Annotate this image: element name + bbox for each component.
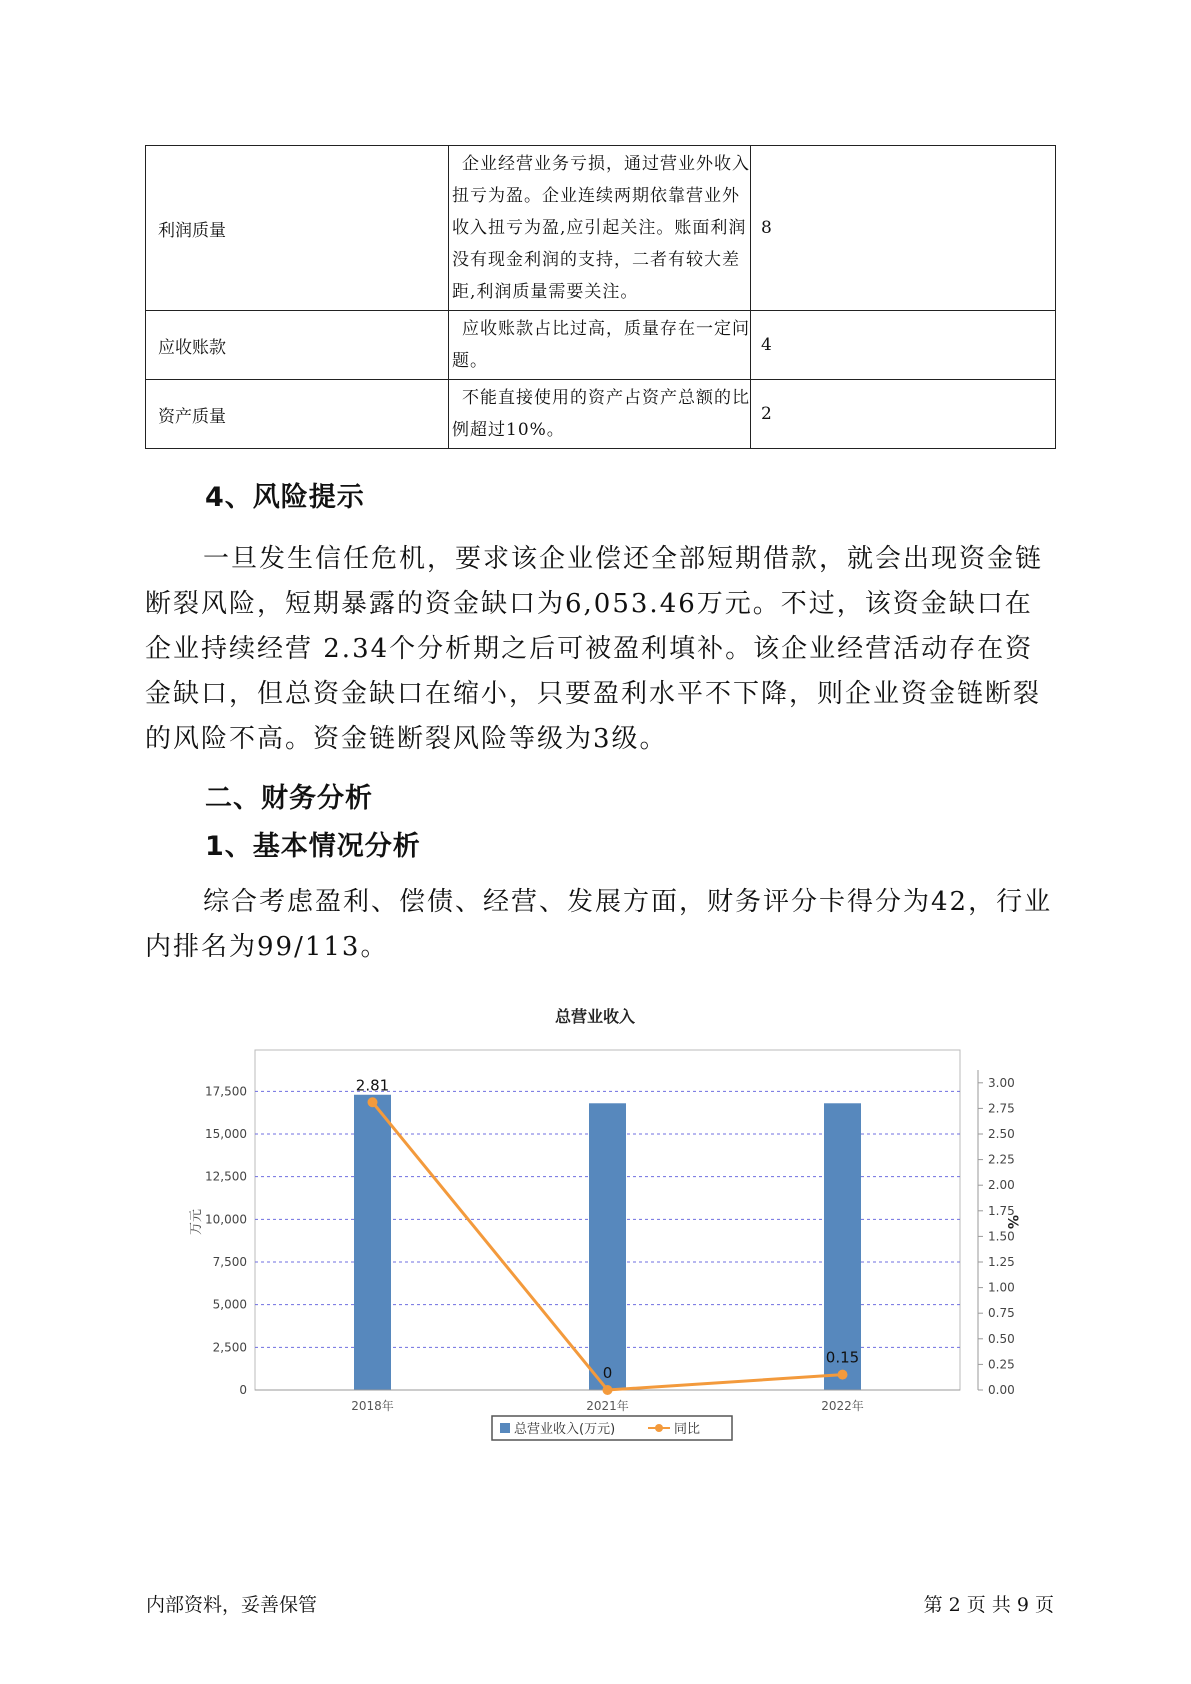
row-name: 资产质量 — [146, 380, 449, 449]
y2-tick-label: 1.25 — [988, 1255, 1015, 1269]
y2-tick-label: 2.25 — [988, 1152, 1015, 1167]
chart-legend — [492, 1416, 732, 1440]
yoy-point — [838, 1370, 848, 1380]
y2-tick-label: 2.00 — [988, 1178, 1015, 1193]
table-row — [146, 146, 1056, 311]
y-tick-label: 5,000 — [212, 1297, 247, 1312]
yoy-data-label: 0.15 — [825, 1348, 860, 1367]
row-score: 4 — [751, 311, 1056, 380]
chart-title: 总营业收入 — [554, 1007, 636, 1026]
y2-axis-label: % — [1004, 1214, 1020, 1230]
bar — [589, 1103, 626, 1390]
x-tick-label: 2021年 — [586, 1399, 629, 1413]
risk-paragraph: 一旦发生信任危机，要求该企业偿还全部短期借款，就会出现资金链断裂风险，短期暴露的资金缺口为6,053.46万元。不过，该资金缺口在企业持续经营 2.34个分析期之后可被盈利填补。该企业经营活动存在资金缺口，但总资金缺口在缩小，只要盈利水平不下降，则企业资金链断裂的风险不高。资金链断裂风险等级为3级。 — [145, 544, 1044, 754]
y2-tick-label: 3.00 — [988, 1075, 1015, 1090]
yoy-data-label: 2.81 — [355, 1076, 390, 1095]
legend-bar-swatch — [500, 1423, 510, 1433]
y2-tick-label: 2.75 — [988, 1101, 1015, 1116]
y-tick-label: 7,500 — [212, 1255, 247, 1269]
row-description: 应收账款占比过高，质量存在一定问题。 — [449, 311, 751, 380]
y-tick-label: 12,500 — [205, 1169, 247, 1184]
y2-tick-label: 1.50 — [988, 1229, 1015, 1244]
risk-heading: 4、风险提示 — [205, 482, 365, 513]
yoy-data-label: 0 — [602, 1364, 613, 1382]
revenue-chart-svg — [170, 1000, 1020, 1460]
y-tick-label: 0 — [239, 1383, 247, 1397]
revenue-chart — [170, 1000, 1020, 1460]
y-axis-label: 万元 — [189, 1208, 204, 1236]
x-tick-label: 2022年 — [821, 1399, 864, 1413]
legend-bar-label: 总营业收入(万元) — [514, 1422, 616, 1437]
x-tick-label: 2018年 — [351, 1399, 394, 1413]
y-tick-label: 17,500 — [205, 1084, 247, 1099]
footer-confidential: 内部资料，妥善保管 — [146, 1594, 318, 1616]
y2-tick-label: 1.75 — [988, 1203, 1015, 1218]
bar — [824, 1103, 861, 1390]
y2-tick-label: 0.00 — [988, 1383, 1015, 1397]
row-score: 2 — [751, 380, 1056, 449]
row-name: 应收账款 — [146, 311, 449, 380]
y2-tick-label: 0.25 — [988, 1357, 1015, 1372]
finance-heading: 二、财务分析 — [205, 783, 373, 814]
y2-tick-label: 2.50 — [988, 1127, 1015, 1141]
yoy-point — [603, 1385, 613, 1395]
y2-tick-label: 0.50 — [988, 1331, 1015, 1346]
yoy-point — [368, 1097, 378, 1107]
table-row — [146, 311, 1056, 380]
footer-page-number: 第 2 页 共 9 页 — [923, 1594, 1054, 1616]
risk-table — [145, 145, 1056, 449]
y2-tick-label: 0.75 — [988, 1306, 1015, 1321]
finance-paragraph: 综合考虑盈利、偿债、经营、发展方面，财务评分卡得分为42，行业内排名为99/113。 — [145, 887, 1053, 962]
legend-line-label: 同比 — [674, 1422, 701, 1437]
y-tick-label: 15,000 — [205, 1127, 247, 1141]
y-tick-label: 2,500 — [212, 1340, 247, 1355]
table-row — [146, 380, 1056, 449]
basic-analysis-heading: 1、基本情况分析 — [205, 831, 421, 862]
y-tick-label: 10,000 — [205, 1212, 247, 1227]
row-score: 8 — [751, 146, 1056, 311]
row-description: 企业经营业务亏损，通过营业外收入扭亏为盈。企业连续两期依靠营业外收入扭亏为盈,应引起关注。账面利润没有现金利润的支持，二者有较大差距,利润质量需要关注。 — [449, 146, 751, 311]
row-name: 利润质量 — [146, 146, 449, 311]
row-description: 不能直接使用的资产占资产总额的比例超过10%。 — [449, 380, 751, 449]
bar — [354, 1095, 391, 1390]
y2-tick-label: 1.00 — [988, 1280, 1015, 1295]
